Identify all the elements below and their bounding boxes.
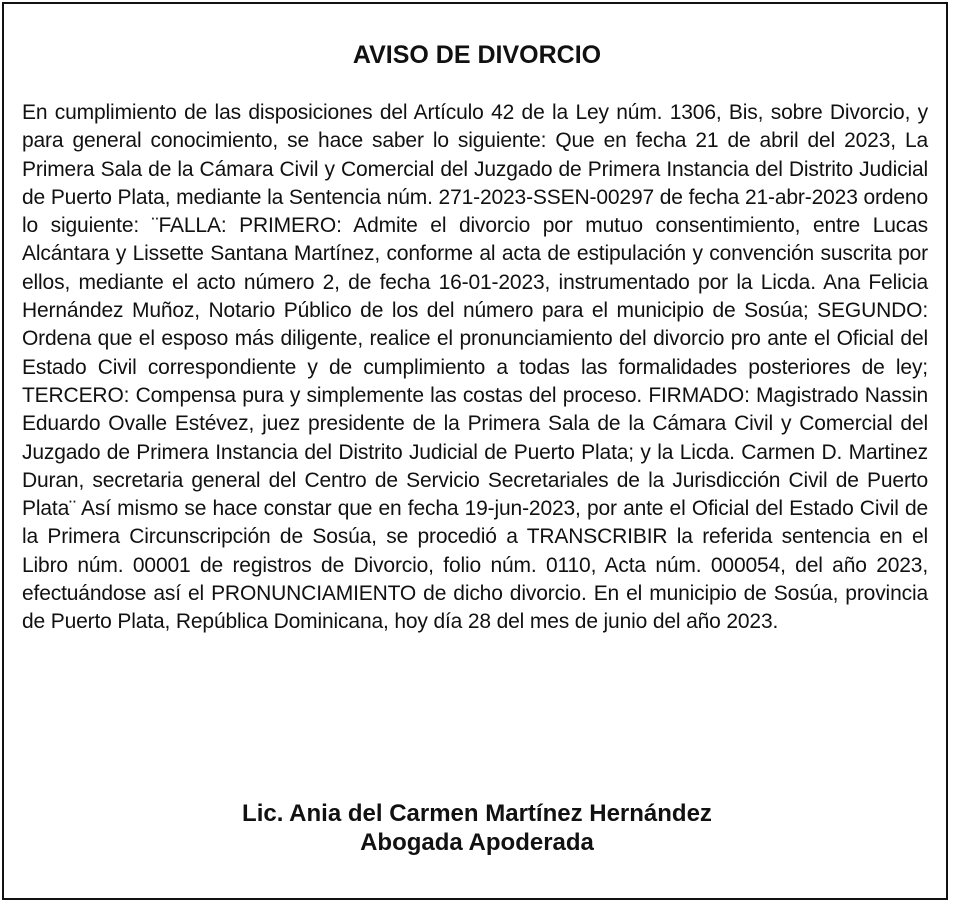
notice-body: En cumplimiento de las disposiciones del Artículo 42 de la Ley núm. 1306, Bis, sobre Divorcio, y para general conocimiento, se hace saber lo siguiente: Que en fecha 21 de abril del 2023, La Primera Sala de la Cámara Civil y Comercial del Juzgado de Primera Instancia del Distrito Judicial de Puerto Plata, mediante la Sentencia núm. 271-2023-SSEN-00297 de fecha 21-abr-2023 ordeno lo siguiente: ¨FALLA: PRIMERO: Admite el divorcio por mutuo consentimiento, entre Lucas Alcántara y Lissette Santana Martínez, conforme al acta de estipulación y convención suscrita por ellos, mediante el acto número 2, de fecha 16-01-2023, instrumentado por la Licda. Ana Felicia Hernández Muñoz, Notario Público de los del número para el municipio de Sosúa; SEGUNDO: Ordena que el esposo más diligente, realice el pronunciamiento del divorcio pro ante el Oficial del Estado Civil correspondiente y de cumplimiento a todas las formalidades posteriores de ley; TERCERO: Compensa pura y simplemente las costas del proceso. FIRMADO: Magistrado Nassin Eduardo Ovalle Estévez, juez presidente de la Primera Sala de la Cámara Civil y Comercial del Juzgado de Primera Instancia del Distrito Judicial de Puerto Plata; y la Licda. Carmen D. Martinez Duran, secretaria general del Centro de Servicio Secretariales de la Jurisdicción Civil de Puerto Plata¨ Así mismo se hace constar que en fecha 19-jun-2023, por ante el Oficial del Estado Civil de la Primera Circunscripción de Sosúa, se procedió a TRANSCRIBIR la referida sentencia en el Libro núm. 00001 de registros de Divorcio, folio núm. 0110, Acta núm. 000054, del año 2023, efectuándose así el PRONUNCIAMIENTO de dicho divorcio. En el municipio de Sosúa, provincia de Puerto Plata, República Dominicana, hoy día 28 del mes de junio del año 2023. <box>22 101 928 634</box>
signature-name: Lic. Ania del Carmen Martínez Hernández <box>242 800 712 827</box>
notice-frame <box>2 2 948 900</box>
signature-block <box>4 799 950 857</box>
signature-role: Abogada Apoderada <box>360 829 594 856</box>
notice-title: AVISO DE DIVORCIO <box>352 41 602 69</box>
